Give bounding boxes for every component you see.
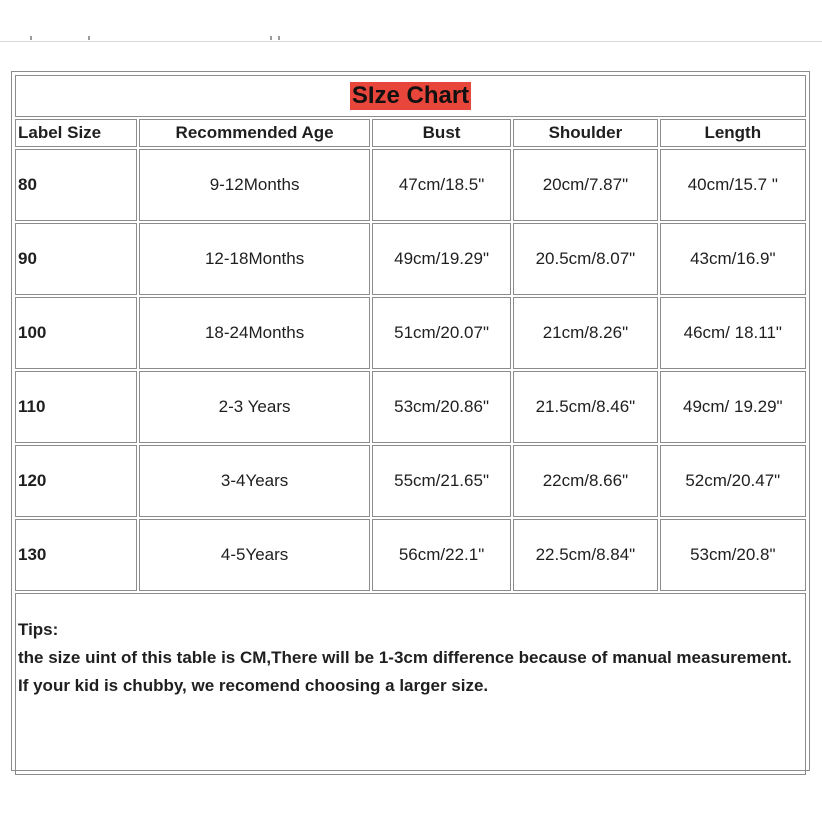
cell-length: 52cm/20.47" (660, 445, 806, 517)
chart-title: SIze Chart (351, 82, 470, 109)
title-cell (15, 75, 806, 117)
table-row (15, 519, 806, 591)
cell-bust: 47cm/18.5" (372, 149, 511, 221)
cell-bust: 49cm/19.29" (372, 223, 511, 295)
column-header-label-size: Label Size (15, 119, 137, 147)
cell-shoulder: 21cm/8.26" (513, 297, 657, 369)
cell-length: 43cm/16.9" (660, 223, 806, 295)
cell-bust: 55cm/21.65" (372, 445, 511, 517)
table-row (15, 297, 806, 369)
tips-heading: Tips: (18, 620, 59, 639)
cell-label-size: 100 (15, 297, 137, 369)
cell-length: 46cm/ 18.11" (660, 297, 806, 369)
cell-bust: 51cm/20.07" (372, 297, 511, 369)
cell-shoulder: 22cm/8.66" (513, 445, 657, 517)
cell-label-size: 90 (15, 223, 137, 295)
cell-shoulder: 21.5cm/8.46" (513, 371, 657, 443)
table-row (15, 371, 806, 443)
size-chart-table (13, 73, 808, 777)
cell-shoulder: 20.5cm/8.07" (513, 223, 657, 295)
cell-shoulder: 22.5cm/8.84" (513, 519, 657, 591)
cell-label-size: 110 (15, 371, 137, 443)
cell-label-size: 80 (15, 149, 137, 221)
cell-bust: 56cm/22.1" (372, 519, 511, 591)
header-row (15, 119, 806, 147)
cell-recommended-age: 18-24Months (139, 297, 370, 369)
cell-recommended-age: 9-12Months (139, 149, 370, 221)
cell-recommended-age: 2-3 Years (139, 371, 370, 443)
table-row (15, 445, 806, 517)
cell-recommended-age: 12-18Months (139, 223, 370, 295)
tips-cell (15, 593, 806, 775)
cell-recommended-age: 3-4Years (139, 445, 370, 517)
cell-label-size: 130 (15, 519, 137, 591)
column-header-bust: Bust (372, 119, 511, 147)
size-chart-sheet (11, 71, 810, 771)
cell-label-size: 120 (15, 445, 137, 517)
cell-shoulder: 20cm/7.87" (513, 149, 657, 221)
cell-bust: 53cm/20.86" (372, 371, 511, 443)
table-row (15, 149, 806, 221)
column-header-shoulder: Shoulder (513, 119, 657, 147)
column-header-recommended-age: Recommended Age (139, 119, 370, 147)
cell-length: 49cm/ 19.29" (660, 371, 806, 443)
cell-length: 40cm/15.7 " (660, 149, 806, 221)
tips-line-sizing: If your kid is chubby, we recomend choosing a larger size. (18, 676, 489, 695)
table-row (15, 223, 806, 295)
cropped-text-remnant (30, 36, 290, 42)
tips-line-units: the size uint of this table is CM,There will be 1-3cm difference because of manual measurement. (18, 648, 792, 667)
column-header-length: Length (660, 119, 806, 147)
cell-recommended-age: 4-5Years (139, 519, 370, 591)
cell-length: 53cm/20.8" (660, 519, 806, 591)
